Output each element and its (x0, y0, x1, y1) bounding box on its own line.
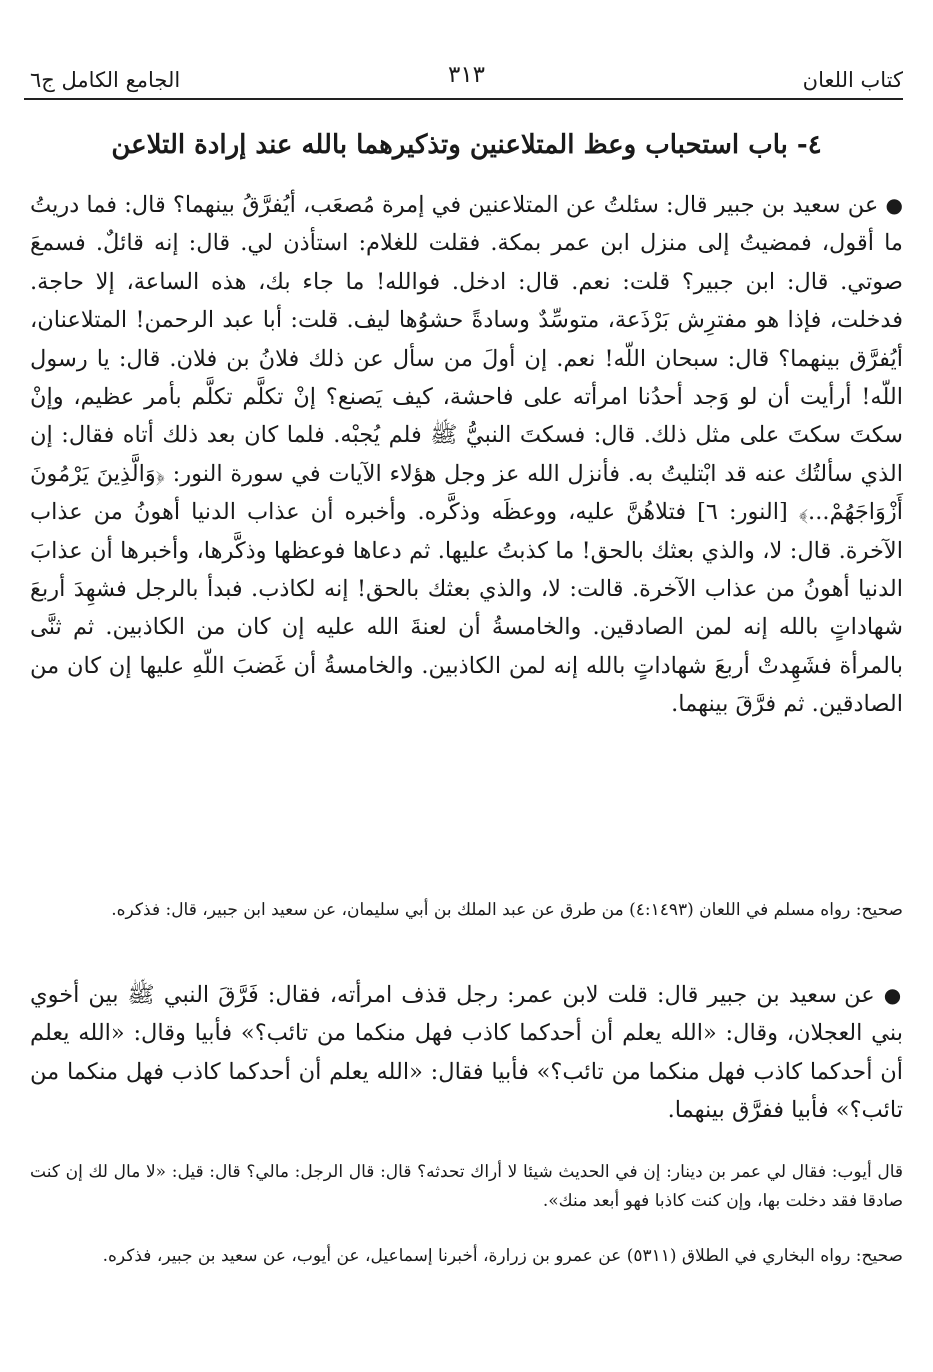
bullet-icon: ● (883, 983, 904, 1007)
takhrij-note-1: صحيح: رواه مسلم في اللعان (٤:١٤٩٣) من طرق عن عبد الملك بن أبي سليمان، عن سعيد ابن جبير، قال: فذكره. (111, 900, 903, 920)
hadith-paragraph-1 (30, 186, 903, 876)
series-title: الجامع الكامل ج٦ (30, 68, 181, 92)
takhrij-note-2: صحيح: رواه البخاري في الطلاق (٥٣١١) عن عمرو بن زرارة، أخبرنا إسماعيل، عن أيوب، عن سعيد بن جبير، فذكره. (102, 1246, 903, 1266)
hadith-paragraph-2 (30, 976, 903, 1146)
hadith-text-1: عن سعيد بن جبير قال: سئلتُ عن المتلاعنين في إمرة مُصعَب، أيُفرَّقُ بينهما؟ قال: فما دريتُ ما أقول، فمضيتُ إلى منزل ابن عمر بمكة. فقلت للغلام: استأذن لي. قال: إنه قائلٌ. فسمعَ صوتي. قال: ابن جبير؟ قلت: نعم. قال: ادخل. فوالله! ما جاء بك، هذه الساعة، إلا حاجة. فدخلت، فإذا هو مفترِش بَرْذَعة، متوسِّدٌ وسادةً حشوُها ليف. قلت: أبا عبد الرحمن! المتلاعنان، أيُفرَّق بينهما؟ قال: سبحان اللّه! نعم. إن أولَ من سأل عن ذلك فلانُ بن فلان. قال: يا رسول اللّه! أرأيت أن لو وَجد أحدُنا امرأته على فاحشة، كيف يَصنع؟ إنْ تكلَّم تكلَّم بأمر عظيم، وإنْ سكتَ سكتَ على مثل ذلك. قال: فسكتَ النبيُّ ﷺ فلم يُجبْه. فلما كان بعد ذلك أتاه فقال: إن الذي سألتُك عنه قد ابْتليتُ به. فأنزل الله عز وجل هؤلاء الآيات في سورة النور: ﴿وَالَّذِينَ يَرْمُونَ أَزْوَاجَهُمْ...﴾ [النور: ٦] فتلاهُنَّ عليه، ووعظَه وذكَّره. وأخبره أن عذاب الدنيا أهونُ من عذاب الآخرة. قال: لا، والذي بعثك بالحق! ما كذبتُ عليها. ثم دعاها فوعظها وذكَّرها، وأخبرها أن عذابَ الدنيا أهونُ من عذاب الآخرة. قالت: لا، والذي بعثك بالحق! إنه لكاذب. فبدأ بالرجل فشهِدَ أربعَ شهاداتٍ بالله إنه لمن الصادقين. والخامسةُ أن لعنةَ الله عليه إن كان من الكاذبين. ثم ثنَّى بالمرأة فشَهِدتْ أربعَ شهاداتٍ بالله إنه لمن الكاذبين. والخامسةُ أن غَضبَ اللّهِ عليها إن كان من الصادقين. ثم فرَّقَ بينهما. (30, 192, 903, 718)
hadith-text-2: عن سعيد بن جبير قال: قلت لابن عمر: رجل قذف امرأته، فقال: فَرَّقَ النبي ﷺ بين أخوي بني العجلان، وقال: «الله يعلم أن أحدكما كاذب فهل منكما من تائب؟» فأبيا وقال: «الله يعلم أن أحدكما كاذب فهل منكما من تائب؟» فأبيا فقال: «الله يعلم أن أحدكما كاذب فهل منكما من تائب؟» فأبيا ففرَّق بينهما. (30, 982, 903, 1124)
page-number: ٣١٣ (447, 62, 486, 88)
book-title: كتاب اللعان (802, 68, 903, 92)
bullet-icon: ● (885, 193, 903, 217)
ayyub-note: قال أيوب: فقال لي عمر بن دينار: إن في الحديث شيئا لا أراك تحدثه؟ قال: قال الرجل: مالي؟ قال: قيل: «لا مال لك إن كنت صادقا فقد دخلت بها، وإن كنت كاذبا فهو أبعد منك». (30, 1162, 903, 1211)
chapter-title: ٤- باب استحباب وعظ المتلاعنين وتذكيرهما بالله عند إرادة التلاعن (111, 130, 822, 160)
header-rule (24, 98, 903, 100)
page-header (30, 52, 903, 92)
